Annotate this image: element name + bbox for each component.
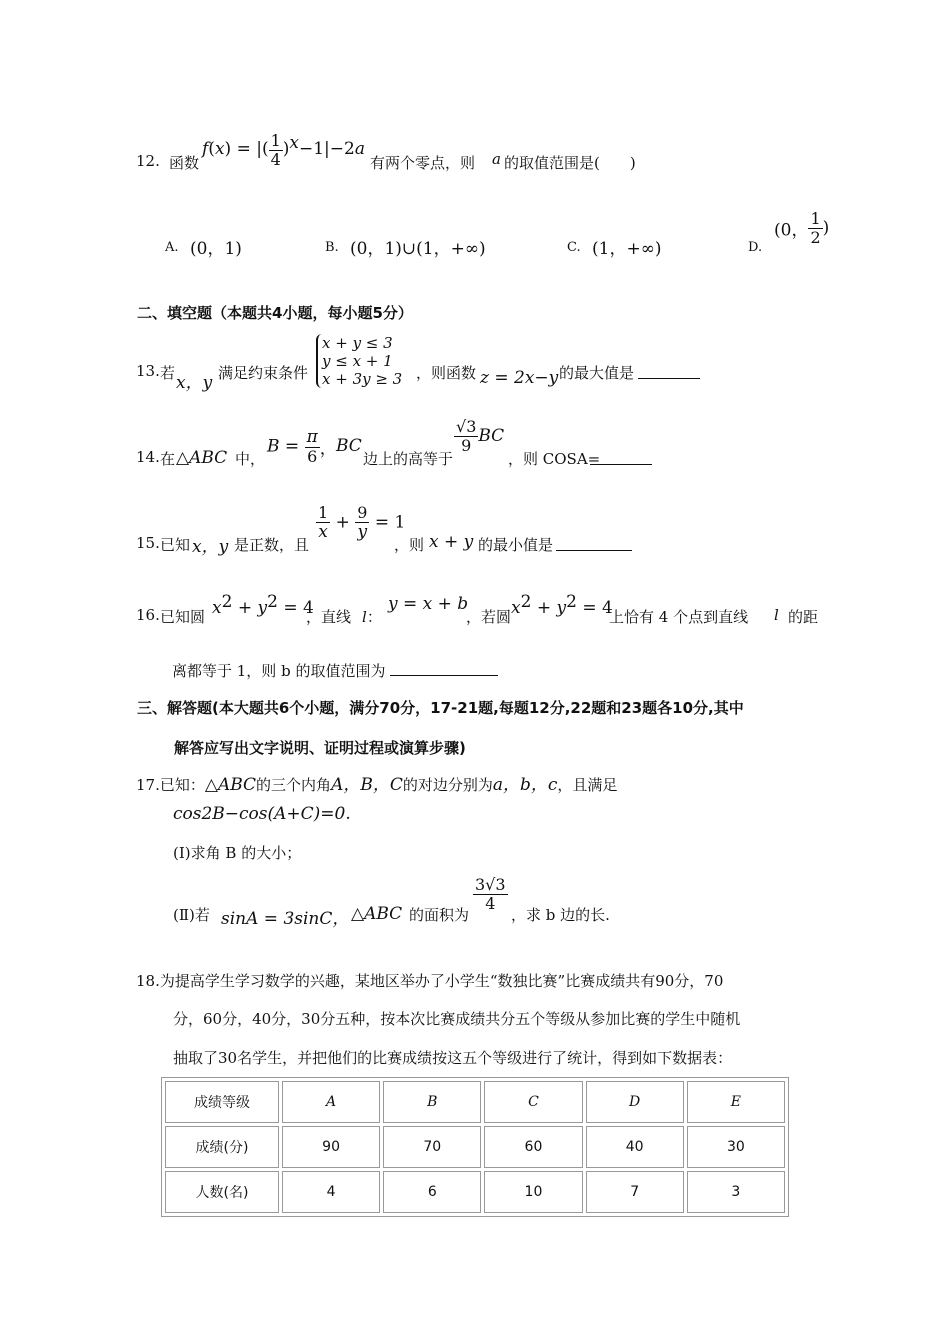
q15-condition: $\frac{1}{x}$ + $\frac{9}{y}$ = 1 <box>318 503 406 542</box>
score-cell: 60 <box>484 1126 582 1168</box>
grade-cell: A <box>282 1081 380 1123</box>
grade-cell: B <box>383 1081 481 1123</box>
q14-text-c: 边上的高等于 <box>363 450 454 468</box>
count-cell: 10 <box>484 1171 582 1213</box>
q14-line <box>136 414 696 474</box>
option-a-label: A. <box>165 240 179 255</box>
q16-text-a: 已知圆 <box>160 608 206 626</box>
line-var: l <box>362 608 367 626</box>
q17-part2 <box>173 874 653 930</box>
q17-angles: A，B，C <box>331 775 403 795</box>
q14-triangle: △ABC <box>176 448 228 468</box>
q14-answer-blank[interactable] <box>590 450 652 465</box>
q17-equation: cos2B−cos(A+C)=0. <box>173 804 351 824</box>
option-d-value: (0， $\frac{1}{2}$ ) <box>774 209 830 247</box>
q16-line-name-2: l <box>774 606 779 624</box>
option-c-value: (1，+∞) <box>592 239 662 259</box>
option-c-label: C. <box>567 240 581 255</box>
score-table <box>161 1077 789 1217</box>
q13-line <box>136 334 736 394</box>
score-cell: 40 <box>586 1126 684 1168</box>
option-b-label: B. <box>325 240 339 255</box>
q17-triangle: △ABC <box>204 775 257 795</box>
row-header-grade: 成绩等级 <box>165 1081 279 1123</box>
constraint-1: x + y ≤ 3 <box>322 334 393 352</box>
q17-part2-a: (Ⅱ)若 <box>173 906 210 924</box>
q17-sides: a，b，c <box>492 775 558 795</box>
count-cell: 4 <box>282 1171 380 1213</box>
q16-line <box>136 590 836 630</box>
table-row <box>165 1081 785 1123</box>
q12-options <box>165 210 845 260</box>
q16-text-c: ，若圆 <box>466 608 512 626</box>
q15-vars: x，y <box>192 537 229 557</box>
q16-line-2 <box>172 660 498 681</box>
q16-line-eq: y = x + b <box>388 594 469 614</box>
q13-text-d: 的最大值是 <box>559 364 635 382</box>
q17-line-1 <box>136 770 617 795</box>
q14-text-d: ，则 COSA= <box>508 450 601 468</box>
table-row <box>165 1171 785 1213</box>
q18-line-1 <box>136 970 723 991</box>
q12-number: 12. <box>136 152 160 170</box>
q13-text-b: 满足约束条件 <box>218 364 309 382</box>
q16-text-d: 上恰有 4 个点到直线 <box>609 608 749 626</box>
option-b-value: (0，1)∪(1，+∞) <box>350 239 486 259</box>
q17-text-b: 的三个内角 <box>256 776 332 794</box>
grade-cell: E <box>687 1081 785 1123</box>
count-cell: 6 <box>383 1171 481 1213</box>
q12-text-b: 有两个零点，则 <box>370 154 476 172</box>
q17-part1: (Ⅰ)求角 B 的大小； <box>173 844 302 862</box>
q16-line-name: l： <box>362 608 382 626</box>
count-cell: 3 <box>687 1171 785 1213</box>
q15-text-d: 的最小值是 <box>478 536 554 554</box>
q18-number: 18. <box>136 972 160 990</box>
q15-text-b: 是正数，且 <box>234 536 310 554</box>
score-cell: 70 <box>383 1126 481 1168</box>
option-a-value: (0，1) <box>190 239 242 259</box>
q14-angle: B = $\frac{\pi}{6}$ ， <box>267 427 337 466</box>
q16-answer-blank[interactable] <box>390 661 498 676</box>
q16-text-b: ，直线 <box>306 608 352 626</box>
q15-expr: x + y <box>429 532 474 552</box>
q17-area: $\frac{3√3}{4}$ <box>475 875 506 913</box>
q14-text-a: 在 <box>160 450 176 468</box>
q16-text-e: 的距 <box>788 608 819 626</box>
grade-cell: D <box>586 1081 684 1123</box>
q16-number: 16. <box>136 606 160 624</box>
section3-heading-2: 解答应写出文字说明、证明过程或演算步骤) <box>174 739 466 757</box>
q13-constraints <box>316 334 402 388</box>
section3-heading-1: 三、解答题(本大题共6个小题，满分70分，17-21题,每题12分,22题和23题各10分,其中 <box>137 699 744 717</box>
q13-answer-blank[interactable] <box>638 364 700 379</box>
q15-line <box>136 504 656 560</box>
q17-text-a: 已知： <box>159 776 205 794</box>
q18-text-1: 为提高学生学习数学的兴趣，某地区举办了小学生“数独比赛”比赛成绩共有90分，70 <box>159 972 724 990</box>
q16-circle-2: $x^2 + y^2 = 4$ <box>511 592 613 618</box>
q12-text-c: 的取值范围是( ) <box>504 154 636 172</box>
q18-text-3: 抽取了30名学生，并把他们的比赛成绩按这五个等级进行了统计，得到如下数据表： <box>173 1049 733 1067</box>
table-row <box>165 1126 785 1168</box>
q13-text-c: ，则函数 <box>416 364 477 382</box>
q17-text-c: 的对边分别为 <box>402 776 493 794</box>
constraint-2: y ≤ x + 1 <box>322 352 393 370</box>
q15-answer-blank[interactable] <box>556 536 632 551</box>
q16-line2-text: 离都等于 1，则 b 的取值范围为 <box>172 662 386 680</box>
q13-text-a: 若 <box>160 364 176 382</box>
q14-number: 14. <box>136 448 160 466</box>
q15-text-a: 已知 <box>160 536 191 554</box>
q12-text-a: 函数 <box>169 154 200 172</box>
constraint-3: x + 3y ≥ 3 <box>322 370 403 388</box>
grade-cell: C <box>484 1081 582 1123</box>
q13-number: 13. <box>136 362 160 380</box>
q17-number: 17. <box>136 776 160 794</box>
q13-objective: z = 2x−y <box>480 368 559 388</box>
q15-number: 15. <box>136 534 160 552</box>
q17-part2-c: ，求 b 边的长. <box>511 906 610 924</box>
q17-triangle-2: △ABC <box>351 904 403 924</box>
option-d-label: D. <box>748 240 763 255</box>
q12-formula: f(x) = |( $\frac{1}{4}$ )$^x$−1|−2a <box>202 131 365 169</box>
q17-part2-cond: sinA = 3sinC， <box>221 909 350 929</box>
q16-circle: $x^2 + y^2 = 4$ <box>212 592 314 618</box>
row-header-count: 人数(名) <box>165 1171 279 1213</box>
q14-text-b: 中， <box>235 450 266 468</box>
count-cell: 7 <box>586 1171 684 1213</box>
row-header-score: 成绩(分) <box>165 1126 279 1168</box>
q12-var: a <box>492 150 501 168</box>
q14-ratio: $\frac{√3}{9}$ BC <box>456 417 505 455</box>
q14-side: BC <box>336 436 362 456</box>
q15-text-c: ，则 <box>394 536 425 554</box>
q13-vars: x，y <box>176 373 213 393</box>
score-cell: 30 <box>687 1126 785 1168</box>
q17-text-d: ，且满足 <box>557 776 618 794</box>
section2-heading: 二、填空题（本题共4小题，每小题5分） <box>137 304 413 322</box>
q17-part2-b: 的面积为 <box>409 906 470 924</box>
score-cell: 90 <box>282 1126 380 1168</box>
q18-text-2: 分，60分，40分，30分五种，按本次比赛成绩共分五个等级从参加比赛的学生中随机 <box>173 1010 741 1028</box>
